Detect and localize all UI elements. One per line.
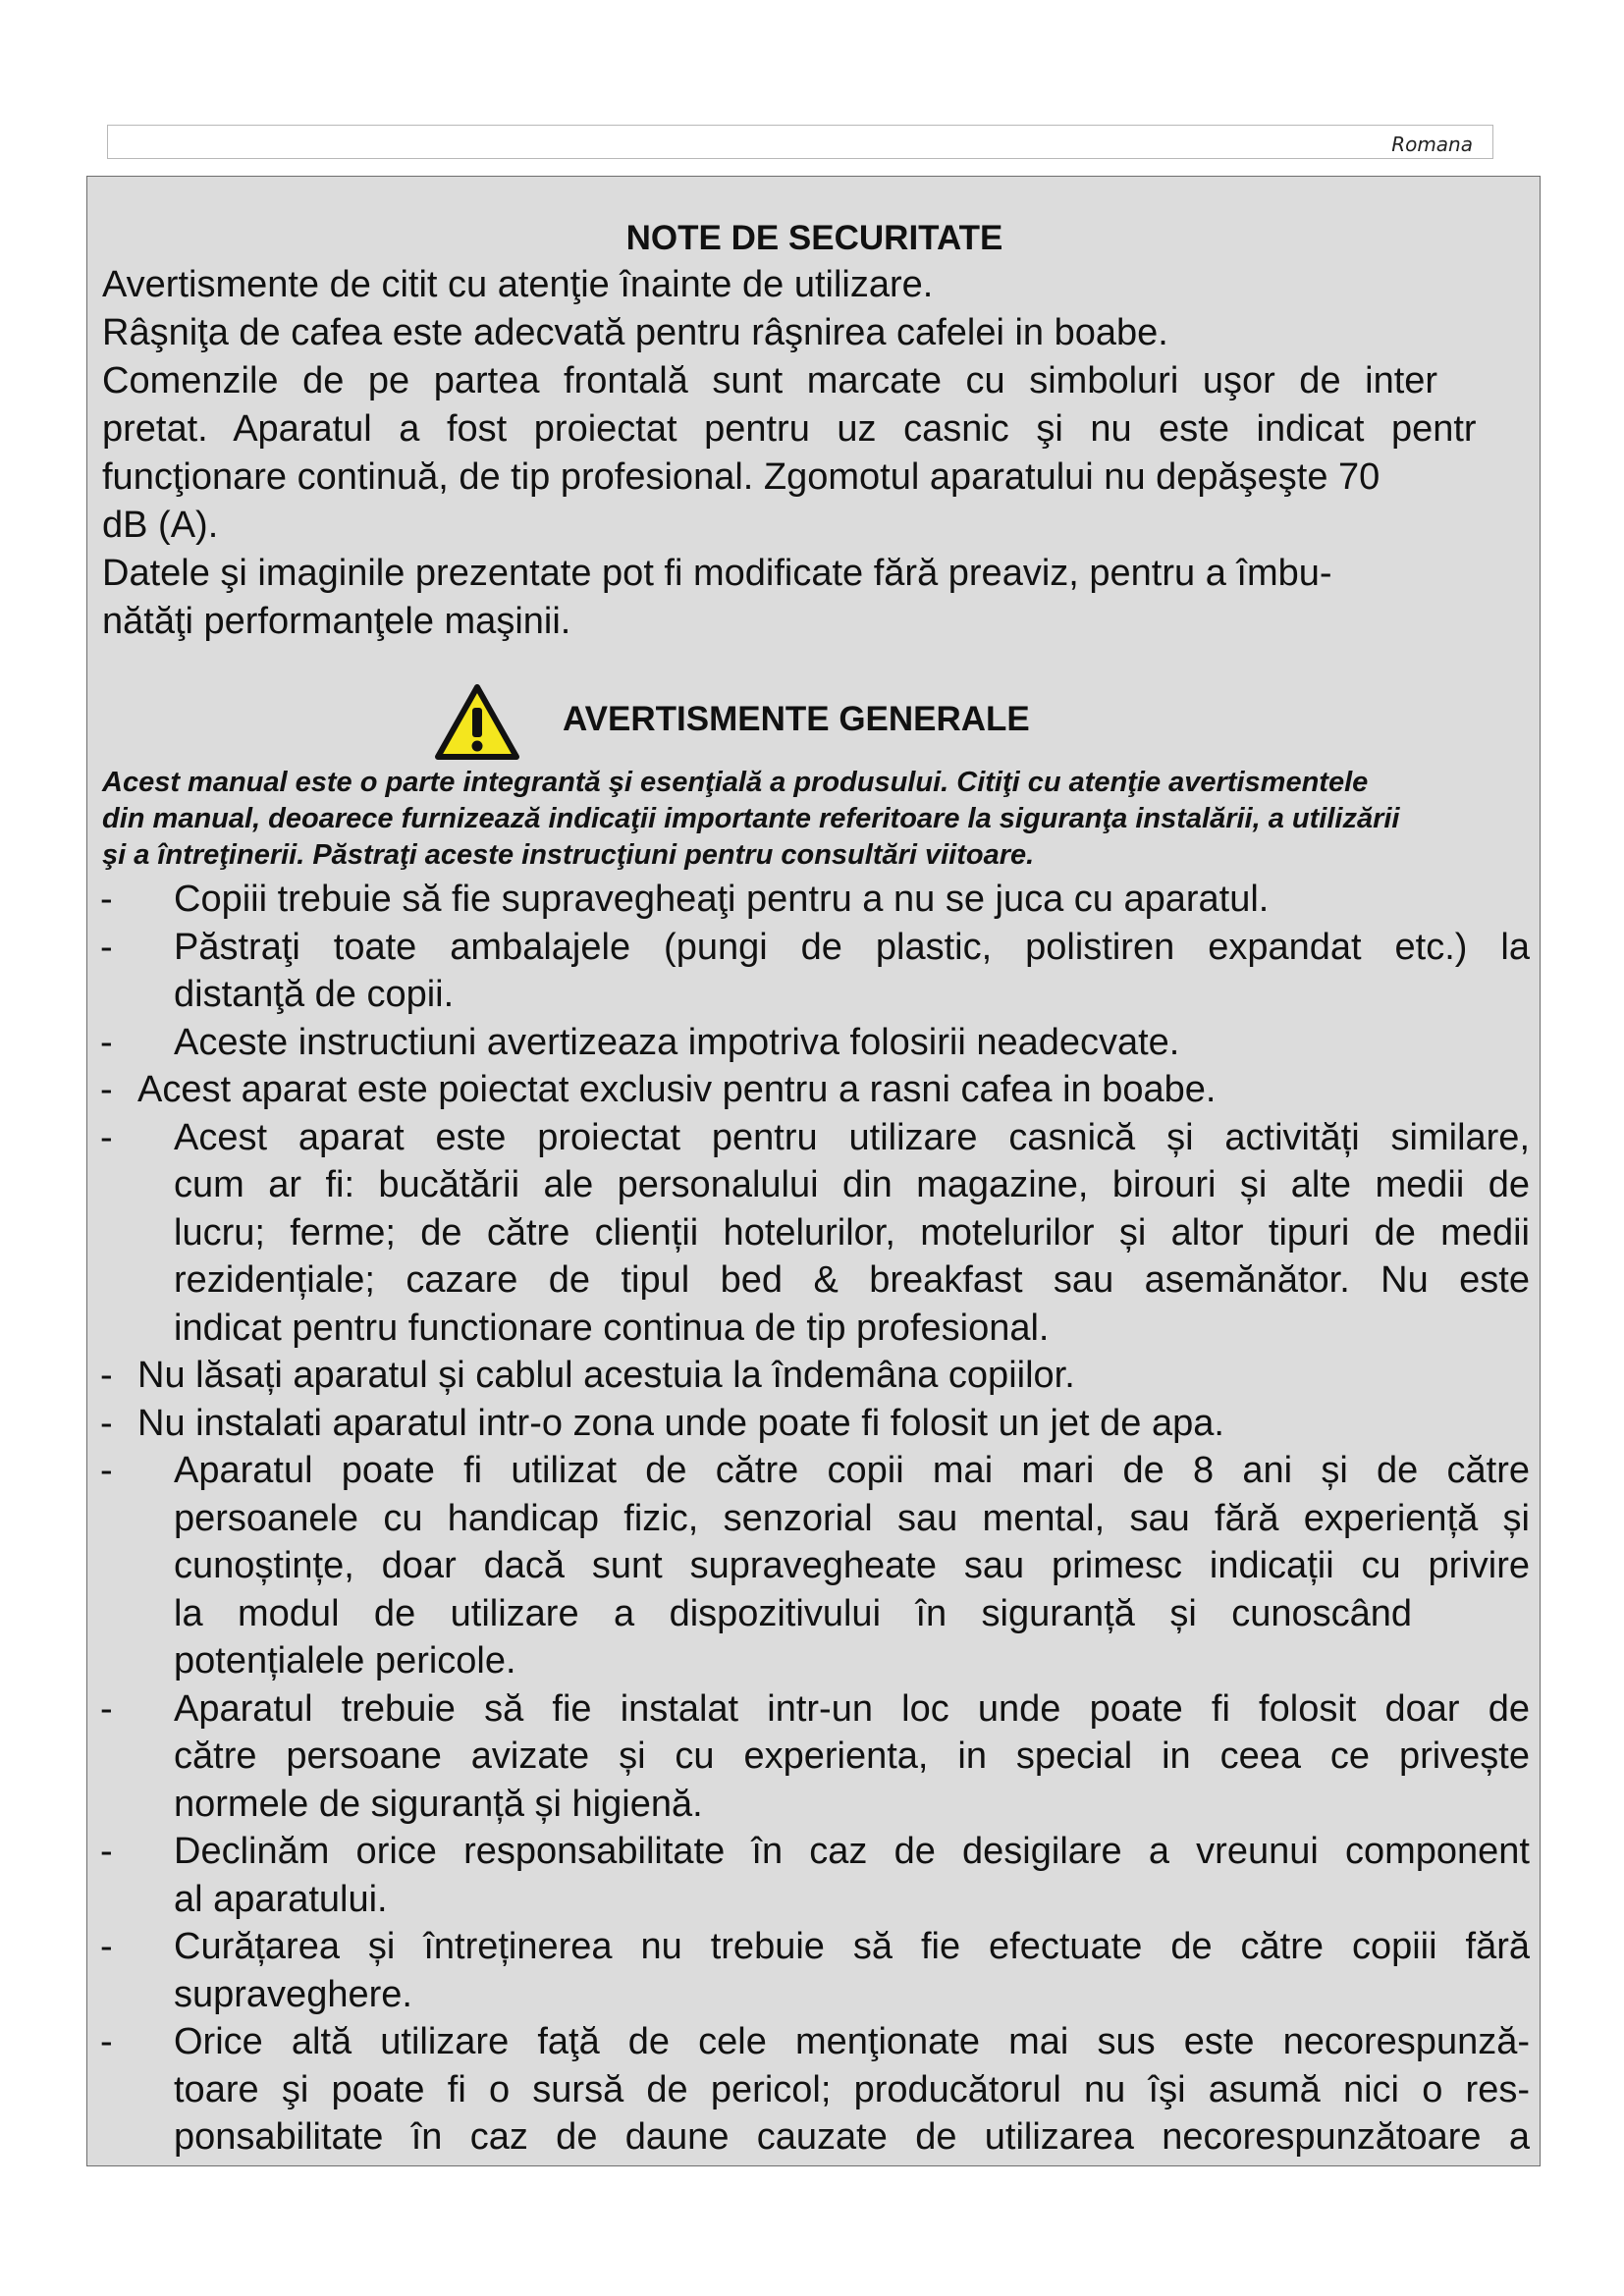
intro-line: Râşniţa de cafea este adecvată pentru râşnirea cafelei in boabe. [102,312,1168,353]
rule-line: la modul de utilizare a dispozitivului în siguranță și cunoscând [174,1592,1412,1634]
manual-note-line: din manual, deoarece furnizează indicaţii importante referitoare la siguranţa instalării, a utilizării [102,803,1400,834]
rule-line: Aceste instructiuni avertizeaza impotriva folosirii neadecvate. [174,1021,1180,1063]
rule-line: normele de siguranță și higienă. [174,1783,703,1825]
rule-line: Nu instalati aparatul intr-o zona unde poate fi folosit un jet de apa. [137,1402,1224,1444]
list-dash: - [100,1687,113,1730]
rule-line: Păstraţi toate ambalajele (pungi de plastic, polistiren expandat etc.) la [174,926,1530,968]
list-dash: - [100,1402,113,1444]
list-dash: - [100,1021,113,1063]
language-label: Romana [1391,133,1473,156]
intro-line: dB (A). [102,505,219,546]
safety-intro [102,261,1541,646]
list-dash: - [100,1831,113,1872]
list-item [100,1447,1530,1685]
list-dash: - [100,1450,113,1491]
rule-line: ponsabilitate în caz de daune cauzate de utilizarea necorespunzătoare a [174,2116,1530,2158]
list-item [100,2018,1530,2162]
list-dash: - [100,926,113,968]
rule-line: către persoane avizate și cu experienta, in special in ceea ce privește [174,1735,1530,1777]
list-dash: - [100,2021,113,2062]
list-item [100,1923,1530,2018]
list-item [100,1114,1530,1353]
intro-line: Avertismente de citit cu atenţie înainte de utilizare. [102,264,934,305]
list-dash: - [100,1116,113,1158]
rule-line: potențialele pericole. [174,1640,516,1682]
list-dash: - [100,1355,113,1396]
list-dash: - [100,879,113,920]
rule-line: Declinăm orice responsabilitate în caz de desigilare a vreunui component [174,1831,1530,1872]
list-dash: - [100,1069,113,1110]
manual-note-line: Acest manual este o parte integrantă şi esenţială a produsului. Citiţi cu atenţie avertismentele [102,767,1369,798]
rule-line: persoanele cu handicap fizic, senzorial sau mental, sau fără experiență și [174,1497,1530,1539]
rule-line: Aparatul poate fi utilizat de către copii mai mari de 8 ani și de către [174,1450,1530,1491]
rule-line: Acest aparat este poiectat exclusiv pentru a rasni cafea in boabe. [137,1069,1217,1110]
list-item [100,876,1530,924]
list-item [100,1685,1530,1829]
rule-line: Orice altă utilizare faţă de cele menţionate mai sus este necorespunză- [174,2021,1530,2062]
language-header-bar [107,125,1493,159]
list-item [100,1066,1530,1114]
general-warnings-title: AVERTISMENTE GENERALE [563,700,1030,738]
warning-triangle-icon [434,683,520,761]
list-item [100,924,1530,1019]
intro-line: pretat. Aparatul a fost proiectat pentru uz casnic şi nu este indicat pentr [102,408,1477,450]
rule-line: Acest aparat este proiectat pentru utilizare casnică și activități similare, [174,1116,1530,1158]
intro-line: Comenzile de pe partea frontală sunt marcate cu simboluri uşor de inter [102,360,1438,401]
manual-note [102,765,1536,874]
list-item [100,1400,1530,1448]
intro-line: funcţionare continuă, de tip profesional. Zgomotul aparatului nu depăşeşte 70 [102,456,1380,498]
warning-rules-list [100,876,1530,2162]
safety-notes-title: NOTE DE SECURITATE [625,219,1003,257]
rule-line: cunoștințe, doar dacă sunt supravegheate sau primesc indicații cu privire [174,1545,1530,1586]
rule-line: rezidențiale; cazare de tipul bed & breakfast sau asemănător. Nu este [174,1259,1530,1301]
general-warnings-header [87,683,1541,762]
rule-line: Copiii trebuie să fie supravegheaţi pentru a nu se juca cu aparatul. [174,879,1270,920]
rule-line: Aparatul trebuie să fie instalat intr-un loc unde poate fi folosit doar de [174,1687,1530,1730]
rule-line: cum ar fi: bucătării ale personalului din magazine, birouri și alte medii de [174,1164,1530,1205]
intro-line: Datele şi imaginile prezentate pot fi modificate fără preaviz, pentru a îmbu- [102,553,1332,594]
rule-line: lucru; ferme; de către clienții hotelurilor, motelurilor și altor tipuri de medii [174,1211,1530,1254]
list-dash: - [100,1926,113,1967]
manual-note-line: şi a întreţinerii. Păstraţi aceste instrucţiuni pentru consultări viitoare. [102,839,1035,871]
intro-line: nătăţi performanţele maşinii. [102,601,571,642]
rule-line: toare şi poate fi o sursă de pericol; producătorul nu îşi asumă nici o res- [174,2068,1530,2110]
rule-line: Nu lăsați aparatul și cablul acestuia la îndemâna copiilor. [137,1355,1075,1396]
rule-line: distanţă de copii. [174,974,455,1015]
list-item [100,1828,1530,1923]
list-item [100,1352,1530,1400]
rule-line: al aparatului. [174,1878,388,1920]
list-item [100,1019,1530,1067]
rule-line: supraveghere. [174,1973,412,2015]
rule-line: Curățarea și întreținerea nu trebuie să fie efectuate de către copiii fără [174,1926,1530,1967]
safety-notes-panel [86,176,1541,2166]
rule-line: indicat pentru functionare continua de tip profesional. [174,1307,1050,1349]
